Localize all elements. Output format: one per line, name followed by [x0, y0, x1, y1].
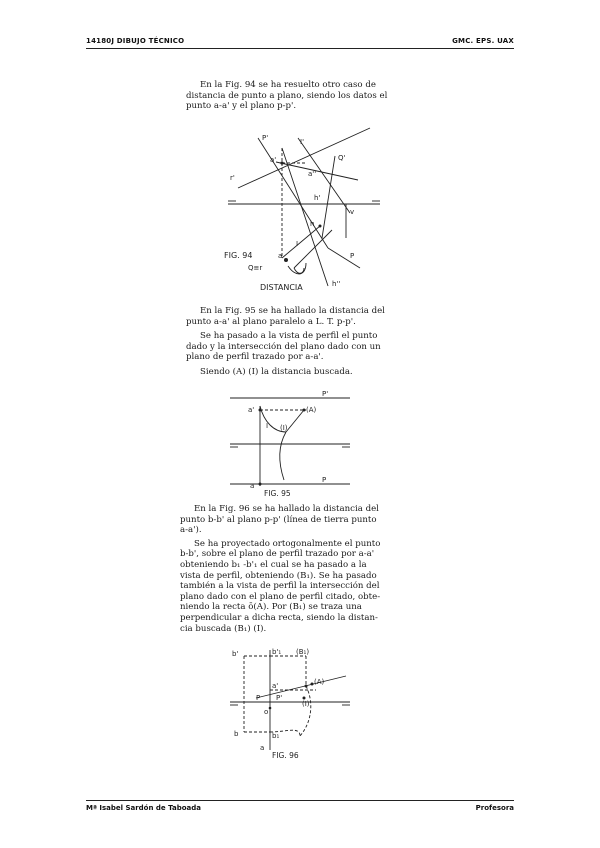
label-a-prime: a'	[248, 406, 255, 414]
figure-94-distance-label: DISTANCIA	[260, 283, 303, 292]
label-p: P	[256, 694, 261, 702]
header-course-title: 14180J DIBUJO TÉCNICO	[86, 37, 185, 45]
text-line: distancia de punto a plano, siendo los datos el	[186, 90, 388, 101]
footer-rule	[86, 800, 514, 801]
text-line: dado y la intersección del plano dado con un	[186, 341, 381, 352]
label-a: a	[278, 252, 283, 260]
label-o: o	[264, 708, 269, 716]
label-h: h	[310, 220, 315, 228]
label-a-prime: a'	[270, 156, 277, 164]
label-i-prime: I'	[300, 138, 304, 146]
label-q-r: Q≡r	[248, 264, 263, 272]
label-I: (I)	[302, 700, 310, 708]
text-line: vista de perfil, obteniendo (B₁). Se ha pasado	[180, 570, 377, 581]
footer-role: Profesora	[475, 804, 514, 812]
figure-96-caption: FIG. 96	[272, 751, 299, 760]
label-a: a	[260, 744, 265, 752]
text-line: niendo la recta ō(A). Por (B₁) se traza una	[180, 602, 362, 613]
distance-segment	[286, 410, 304, 432]
text-line: b-b', sobre el plano de perfil trazado por a-a'	[180, 549, 375, 560]
line-r-prime	[238, 128, 370, 188]
plane-trace-q-prime	[322, 156, 335, 238]
text-line: plano de perfil trazado por a-a'.	[186, 352, 324, 363]
footer-author: Mª Isabel Sardón de Taboada	[86, 804, 201, 812]
distance-arc-inner	[294, 268, 304, 273]
label-p-prime: P'	[276, 694, 283, 702]
point-o	[269, 707, 272, 710]
figure-95-caption: FIG. 95	[264, 489, 291, 498]
section-96-text	[180, 504, 380, 634]
line-lower-1	[282, 226, 320, 258]
label-b1: b₁	[272, 732, 280, 740]
text-line: Se ha proyectado ortogonalmente el punto	[194, 538, 381, 549]
label-r-prime: r'	[230, 174, 235, 182]
plane-trace-p-prime	[258, 138, 328, 248]
rotation-arc	[300, 686, 311, 736]
label-b: b	[234, 730, 239, 738]
text-line: cia buscada (B₁) (I).	[180, 623, 267, 634]
line-lower-2	[294, 230, 332, 268]
label-b-prime: b'	[232, 650, 239, 658]
text-line: punto a-a' y el plano p-p'.	[186, 101, 297, 112]
header-rule	[86, 48, 514, 49]
text-line: perpendicular a dicha recta, siendo la distan-	[180, 612, 378, 623]
point-B1	[305, 685, 308, 688]
point-q-r	[284, 258, 288, 262]
label-i: I	[296, 240, 299, 248]
text-line: En la Fig. 94 se ha resuelto otro caso de	[200, 80, 376, 90]
label-h-prime: h'	[314, 194, 321, 202]
label-I: (I)	[280, 424, 288, 432]
figure-94	[210, 118, 390, 298]
label-q-prime: Q'	[338, 154, 346, 162]
text-line: obteniendo b₁ -b'₁ el cual se ha pasado a la	[180, 559, 367, 570]
text-line: a-a').	[180, 525, 202, 536]
text-line: también a la vista de perfil la intersección del	[180, 581, 380, 592]
section-95-text	[186, 306, 385, 378]
label-i: I	[266, 422, 269, 430]
point-a	[259, 483, 262, 486]
label-p: P	[322, 476, 327, 484]
figure-95	[226, 392, 356, 500]
label-p: P	[350, 252, 355, 260]
label-B1: (B₁)	[296, 648, 310, 656]
label-a-prime: a'	[272, 682, 279, 690]
figure-96	[226, 646, 356, 764]
label-a-double-prime: a''	[308, 170, 317, 178]
label-b1-prime: b'₁	[272, 648, 282, 656]
plane-trace-p-prime	[256, 676, 346, 698]
label-a: a	[250, 482, 255, 490]
plane-trace-p	[328, 248, 360, 268]
point-a-prime	[259, 409, 262, 412]
header-institution: GMC. EPS. UAX	[452, 37, 514, 45]
figure-94-caption: FIG. 94	[224, 251, 253, 260]
text-line: plano dado con el plano de perfil citado, obte-	[180, 591, 381, 602]
text-line: En la Fig. 96 se ha hallado la distancia del	[194, 504, 379, 514]
label-p-prime: P'	[262, 134, 269, 142]
label-A: (A)	[314, 678, 325, 686]
section-94-text	[186, 80, 387, 112]
label-v: v	[350, 208, 355, 216]
text-line: Se ha pasado a la vista de perfil el punto	[200, 331, 378, 342]
text-line: punto b-b' al plano p-p' (línea de tierra punto	[180, 514, 377, 525]
point-h	[319, 225, 322, 228]
rotation-arc	[280, 432, 286, 480]
label-A: (A)	[306, 406, 317, 414]
text-line: Siendo (A) (I) la distancia buscada.	[200, 366, 353, 377]
text-line: En la Fig. 95 se ha hallado la distancia del	[200, 306, 385, 316]
label-h-double-prime: h''	[332, 280, 341, 288]
label-p-prime: P'	[322, 390, 329, 398]
point-a-prime	[280, 161, 283, 164]
text-line: punto a-a' al plano paralelo a L. T. p-p'.	[186, 316, 356, 327]
